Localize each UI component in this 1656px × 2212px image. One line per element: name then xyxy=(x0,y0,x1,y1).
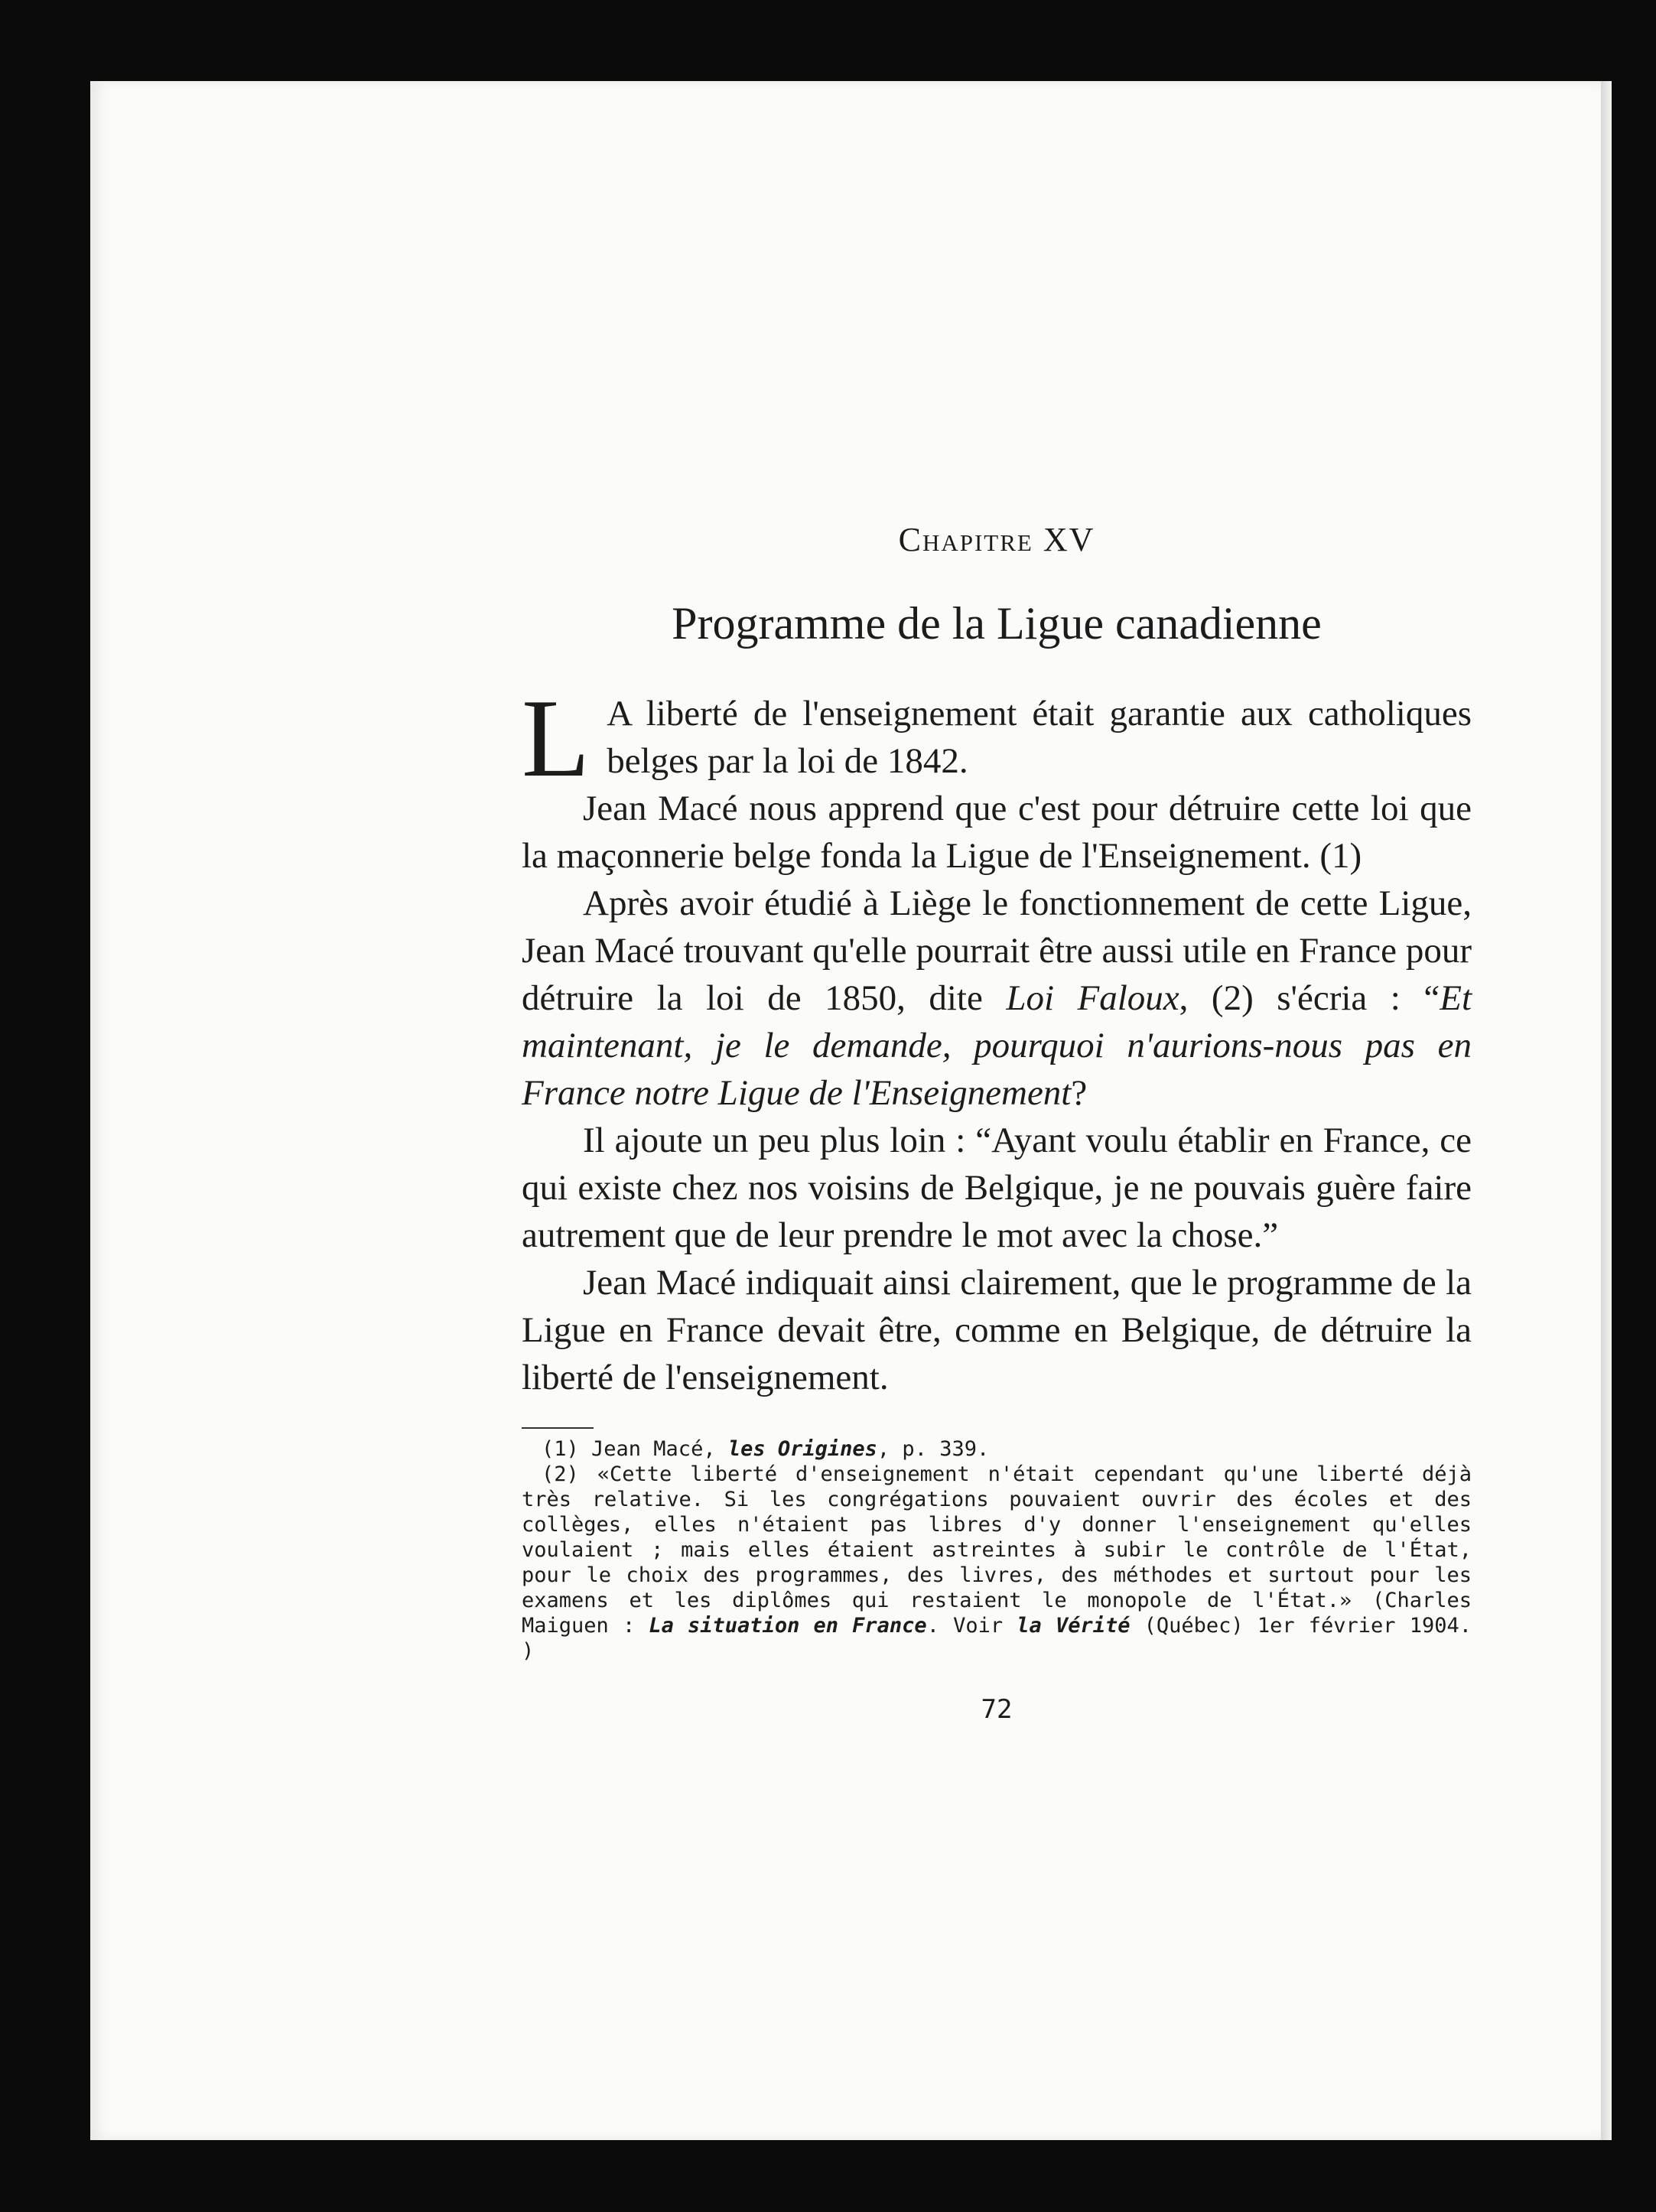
footnote-1-title: les Origines xyxy=(727,1437,877,1461)
footnote-1-text-a: (1) Jean Macé, xyxy=(542,1437,728,1461)
footnote-2-text-e: (Québec) 1er février 1904. ) xyxy=(522,1614,1472,1663)
footnote-rule xyxy=(522,1427,594,1429)
drop-cap: L xyxy=(522,676,590,800)
footnote-2 xyxy=(522,1462,1472,1664)
paragraph-1 xyxy=(522,676,1472,800)
paragraph-4: Il ajoute un peu plus loin : “Ayant voulu établir en France, ce qui existe chez nos voisins de Belgique, je ne pouvais guère faire autrement que de leur prendre le mot avec la chose.” xyxy=(522,1121,1472,1255)
page-edge xyxy=(1601,81,1612,2140)
page-content xyxy=(522,505,1472,1725)
footnote-2-text-c: . Voir xyxy=(926,1614,1017,1638)
footnote-2-title: La situation en France xyxy=(649,1614,927,1638)
paragraph-3-text-a: Après avoir étudié à Liège le fonctionnement de cette Ligue, Jean Macé trouvant qu'elle pourrait être aussi utile en France pour détruire la loi de 1850, dite xyxy=(522,883,1472,1018)
paragraph-1-text: A liberté de l'enseignement était garantie aux catholiques belges par la loi de 1842. xyxy=(607,694,1472,781)
paragraph-3-text-e: ? xyxy=(1071,1073,1088,1113)
chapter-label: Chapitre XV xyxy=(898,521,1095,558)
paragraph-3-italic-quote: Et maintenant, je le demande, pourquoi n'aurions-nous pas en France notre Ligue de l'Enseignement xyxy=(522,978,1472,1113)
paragraph-2: Jean Macé nous apprend que c'est pour détruire cette loi que la maçonnerie belge fonda la Ligue de l'Enseignement. (1) xyxy=(522,789,1472,876)
footnote-2-text-a: (2) «Cette liberté d'enseignement n'était cependant qu'une liberté déjà très relative. Si les congrégations pouvaient ouvrir des écoles et des collèges, elles n'étaient pas libres d'y donner l'enseignement qu'elles voulaient ; mais elles étaient astreintes à subir le contrôle de l'État, pour le choix des programmes, des livres, des méthodes et surtout pour les examens et les diplômes qui restaient le monopole de l'État.» (Charles Maiguen : xyxy=(522,1462,1472,1638)
paragraph-5: Jean Macé indiquait ainsi clairement, que le programme de la Ligue en France devait être, comme en Belgique, de détruire la liberté de l'enseignement. xyxy=(522,1263,1472,1397)
page-number: 72 xyxy=(981,1694,1013,1725)
paragraph-3-italic-law: Loi Faloux xyxy=(1006,978,1179,1018)
chapter-title: Programme de la Ligue canadienne xyxy=(672,598,1322,649)
paragraph-3 xyxy=(522,880,1472,1117)
footnote-1-text-c: , p. 339. xyxy=(877,1437,990,1461)
footnote-2-journal: la Vérité xyxy=(1017,1614,1131,1638)
paragraph-3-text-c: , (2) s'écria : “ xyxy=(1179,978,1440,1018)
footnote-1 xyxy=(522,1436,1472,1462)
